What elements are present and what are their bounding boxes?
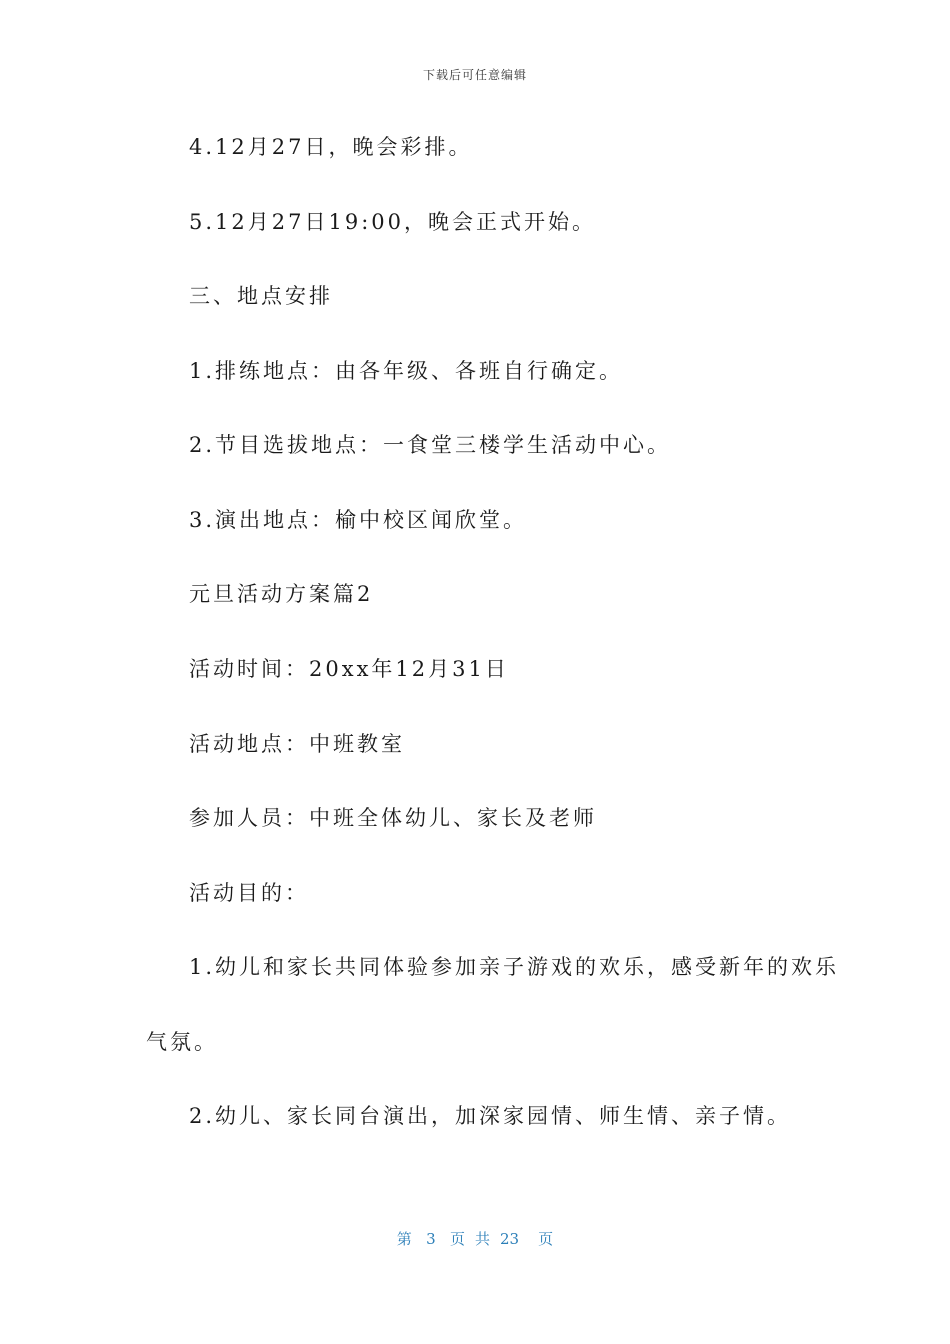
paragraph-line: 2.节目选拔地点：一食堂三楼学生活动中心。 xyxy=(189,433,672,457)
paragraph-line: 活动目的： xyxy=(189,881,309,905)
page-footer xyxy=(0,1228,950,1249)
paragraph-line: 1.排练地点：由各年级、各班自行确定。 xyxy=(189,359,624,383)
footer-current-page: 3 xyxy=(426,1230,436,1248)
footer-suffix: 页 xyxy=(538,1230,554,1248)
footer-total-pages: 23 xyxy=(500,1230,520,1248)
header-note: 下载后可任意编辑 xyxy=(422,68,527,82)
paragraph-line: 4.12月27日，晚会彩排。 xyxy=(189,135,473,159)
paragraph-line: 5.12月27日19:00，晚会正式开始。 xyxy=(189,210,596,234)
paragraph-line: 参加人员：中班全体幼儿、家长及老师 xyxy=(189,806,597,830)
paragraph-line: 活动时间：20xx年12月31日 xyxy=(189,657,509,681)
paragraph-line: 2.幼儿、家长同台演出，加深家园情、师生情、亲子情。 xyxy=(189,1104,792,1128)
section-title: 元旦活动方案篇2 xyxy=(189,582,374,606)
paragraph-line: 3.演出地点：榆中校区闻欣堂。 xyxy=(189,508,528,532)
footer-middle: 页共 xyxy=(449,1230,500,1248)
section-heading: 三、地点安排 xyxy=(189,284,333,308)
paragraph-line: 活动地点：中班教室 xyxy=(189,732,405,756)
paragraph-line: 1.幼儿和家长共同体验参加亲子游戏的欢乐，感受新年的欢乐 xyxy=(189,955,840,979)
paragraph-line-continuation: 气氛。 xyxy=(146,1030,218,1054)
footer-prefix: 第 xyxy=(396,1230,412,1248)
